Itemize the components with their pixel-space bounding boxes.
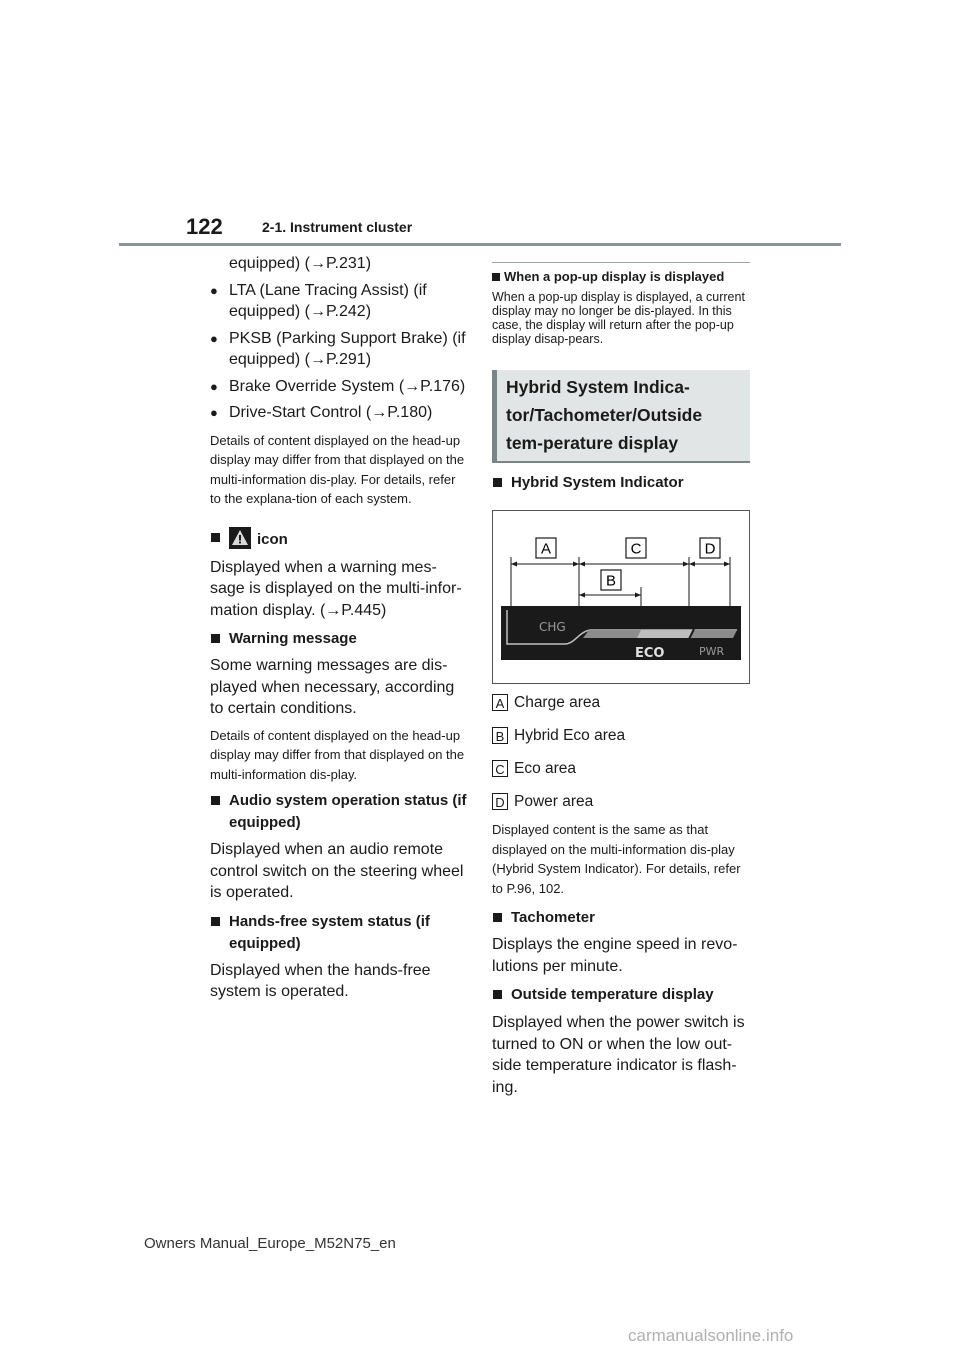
hybrid-indicator-figure — [492, 510, 750, 684]
watermark: carmanualsonline.info — [628, 1326, 794, 1345]
icon-heading — [210, 527, 468, 551]
list-item: ● LTA (Lane Tracing Assist) (if equipped) (→P.242) — [210, 280, 468, 323]
legend-item — [492, 693, 750, 713]
handsfree-heading: Hands-free system status (if equipped) — [210, 911, 468, 955]
outside-temp-heading: Outside temperature display — [492, 984, 750, 1006]
gauge-chg-label: CHG — [539, 620, 566, 634]
figure-label-d: D — [704, 540, 716, 558]
warning-message-body: Some warning messages are dis-played when necessary, according to certain conditions. — [210, 657, 455, 717]
footer-text: Owners Manual_Europe_M52N75_en — [144, 1235, 396, 1252]
handsfree-body: Displayed when the hands-free system is operated. — [210, 961, 431, 1000]
outside-temp-body: Displayed when the power switch is turned to ON or when the low out-side temperature indicator is flash-ing. — [492, 1014, 745, 1096]
right-column — [492, 262, 750, 1098]
hsi-note: Displayed content is the same as that displayed on the multi-information dis-play (Hybrid System Indicator). For details, refer to P.96, 102. — [492, 822, 741, 896]
gauge-eco-label: ECO — [635, 646, 665, 661]
legend-tag: B — [492, 727, 508, 744]
tachometer-body: Displays the engine speed in revo-lutions per minute. — [492, 936, 738, 975]
legend-tag: D — [492, 793, 508, 810]
hsi-heading: Hybrid System Indicator — [492, 472, 750, 494]
section-title: 2-1. Instrument cluster — [262, 219, 413, 235]
legend-item — [492, 759, 750, 779]
legend-tag: A — [492, 694, 508, 711]
tachometer-heading: Tachometer — [492, 907, 750, 929]
figure-label-a: A — [540, 540, 552, 558]
figure-label-c: C — [630, 540, 642, 558]
audio-heading: Audio system operation status (if equipped) — [210, 790, 468, 834]
section-box-title: Hybrid System Indica-tor/Tachometer/Outside tem-perature display — [492, 370, 750, 463]
warning-triangle-icon — [229, 527, 251, 549]
figure-label-b: B — [605, 572, 617, 590]
left-column — [210, 253, 468, 1003]
page-number: 122 — [186, 214, 223, 239]
bullet-continuation: equipped) (→P.231) — [229, 255, 372, 272]
warning-message-heading: Warning message — [210, 628, 468, 650]
audio-body: Displayed when an audio remote control switch on the steering wheel is operated. — [210, 841, 464, 901]
legend-item — [492, 792, 750, 812]
gauge-pwr-label: PWR — [699, 645, 725, 658]
note-text: Details of content displayed on the head-up display may differ from that displayed on the multi-information dis-play. — [210, 727, 465, 782]
legend-text: Eco area — [514, 760, 577, 777]
list-item: ● PKSB (Parking Support Brake) (if equipped) (→P.291) — [210, 328, 468, 371]
hybrid-indicator-illustration — [493, 511, 749, 683]
icon-body: Displayed when a warning mes-sage is displayed on the multi-infor-mation display. (→P.445) — [210, 558, 462, 619]
column-top-rule — [492, 262, 750, 263]
popup-heading: When a pop-up display is displayed — [492, 268, 750, 286]
popup-body: When a pop-up display is displayed, a current display may no longer be dis-played. In this case, the display will return after the pop-up display disap-pears. — [492, 290, 745, 346]
list-item: ● Drive-Start Control (→P.180) — [210, 402, 468, 424]
legend-text: Charge area — [514, 694, 601, 711]
icon-heading-text: icon — [257, 530, 288, 548]
legend-text: Power area — [514, 793, 594, 810]
note-text: Details of content displayed on the head-up display may differ from that displayed on the multi-information dis-play. For details, refer to the explana-tion of each system. — [210, 432, 465, 506]
legend-item — [492, 726, 750, 746]
legend-tag: C — [492, 760, 508, 777]
legend-text: Hybrid Eco area — [514, 727, 626, 744]
list-item: ● Brake Override System (→P.176) — [210, 376, 468, 398]
header-rule — [119, 243, 841, 246]
